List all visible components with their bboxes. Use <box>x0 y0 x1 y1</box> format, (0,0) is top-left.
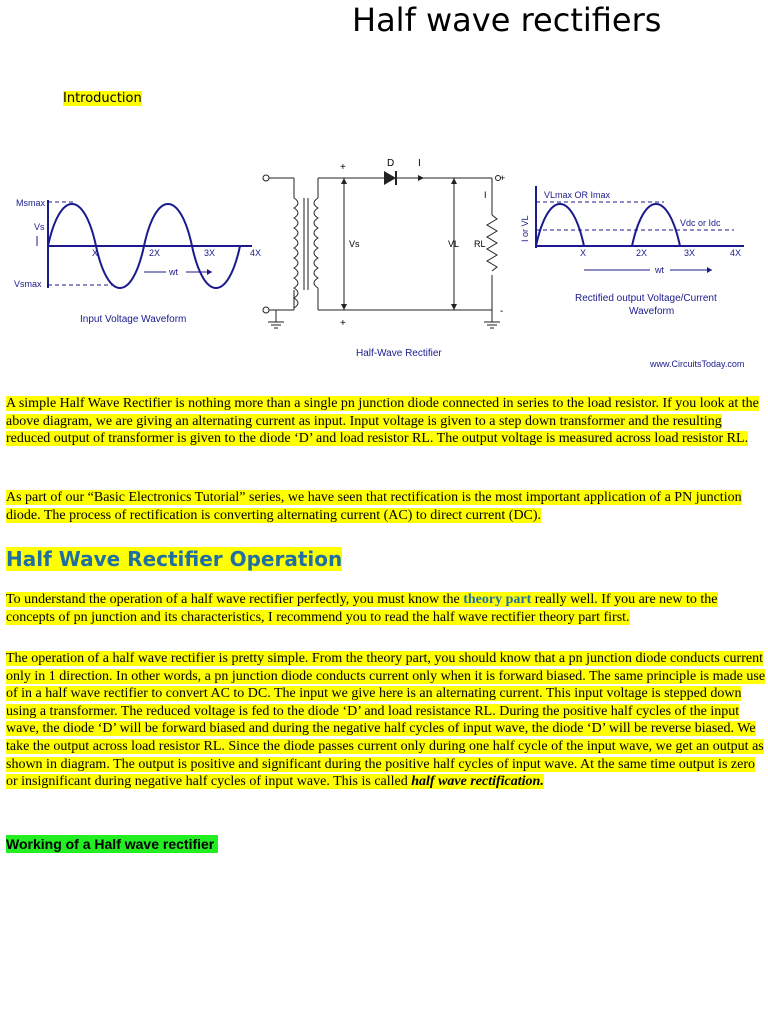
x3-tick: 3X <box>204 248 216 258</box>
x2-tick: 2X <box>149 248 161 258</box>
wt-label: wt <box>169 267 178 277</box>
vlmax-label: VLmax OR Imax <box>544 190 611 200</box>
input-caption: Input Voltage Waveform <box>80 314 187 325</box>
half-wave-rectifier-diagram <box>4 150 768 375</box>
out-wt-label: wt <box>655 265 664 275</box>
output-waveform <box>520 186 744 317</box>
paragraph-4-emphasis: half wave rectification. <box>411 774 544 790</box>
x4-tick: 4X <box>250 248 262 258</box>
intro-label-text: Introduction <box>63 91 142 106</box>
intro-label <box>63 90 142 107</box>
paragraph-1 <box>6 395 766 448</box>
paragraph-1-text: A simple Half Wave Rectifier is nothing more than a single pn junction diode connected in series to the load resistor. If you look at the above diagram, we are giving an alternating current as input. Input voltage is given to a step down transformer and the resulting reduced output of transformer is given to the diode ‘D’ and load resistor RL. The output voltage is measured across load resistor RL. <box>6 396 759 447</box>
out-minus: - <box>500 306 504 317</box>
diode-label: D <box>387 158 395 169</box>
paragraph-3-after: really well. If you are new to the concepts of pn junction and its characteristics, I recommend you to read the half wave rectifier theory part first. <box>6 592 718 625</box>
output-axis-label: I or VL <box>520 215 530 242</box>
paragraph-3-text <box>6 592 718 625</box>
vl-label: VL <box>448 239 460 249</box>
source-credit: www.CircuitsToday.com <box>650 359 745 369</box>
vs-circuit-label: Vs <box>349 239 360 249</box>
paragraph-4-before: The operation of a half wave rectifier is pretty simple. From the theory part, you should know that a pn junction diode conducts current only in 1 direction. In other words, a pn junction diode conducts current only when it is forward biased. The same principle is made use of in a half wave rectifier to convert AC to DC. The input we give here is an alternating current. This input voltage is stepped down using a transformer. The reduced voltage is fed to the diode ‘D’ and load resistance RL. During the positive half cycles of the input wave, the diode ‘D’ will be forward biased and during the negative half cycles of input wave, the diode ‘D’ will be reverse biased. We take the output across load resistor RL. Since the diode passes current only during one half cycle of the input wave, we get an output as shown in diagram. The output is positive and significant during the positive half cycles of input wave. At the same time output is zero or insignificant during negative half cycles of input wave. This is called <box>6 651 766 790</box>
i-right-label: I <box>484 190 487 200</box>
output-caption-line2: Waveform <box>629 306 675 317</box>
rl-label: RL <box>474 239 486 249</box>
vs-label: Vs <box>34 222 45 232</box>
out-x2-tick: 2X <box>636 248 648 258</box>
vsmax-label: Vsmax <box>14 279 42 289</box>
circuit-caption: Half-Wave Rectifier <box>356 348 442 359</box>
paragraph-2-text: As part of our “Basic Electronics Tutorial” series, we have seen that rectification is the most important application of a PN junction diode. The process of rectification is converting alternating current (AC) to direct current (DC). <box>6 490 742 523</box>
out-plus: + <box>500 173 506 183</box>
section-heading <box>6 546 342 572</box>
msmax-label: Msmax <box>16 198 45 208</box>
plus-bottom: + <box>340 318 346 329</box>
paragraph-4 <box>6 650 766 791</box>
x-tick: X <box>92 248 99 258</box>
out-x4-tick: 4X <box>730 248 742 258</box>
out-x-tick: X <box>580 248 587 258</box>
out-x3-tick: 3X <box>684 248 696 258</box>
current-label: I <box>418 158 421 169</box>
section-heading-text: Half Wave Rectifier Operation <box>6 547 343 571</box>
page-title: Half wave rectifiers <box>352 1 662 39</box>
input-waveform <box>14 198 261 325</box>
paragraph-3 <box>6 591 766 626</box>
output-caption-line1: Rectified output Voltage/Current <box>575 293 717 304</box>
vdc-label: Vdc or Idc <box>680 218 721 228</box>
paragraph-4-text <box>6 651 765 789</box>
working-subheading: Working of a Half wave rectifier <box>6 835 218 853</box>
rectifier-circuit <box>263 158 505 359</box>
paragraph-3-before: To understand the operation of a half wave rectifier perfectly, you must know the <box>6 592 464 607</box>
paragraph-2 <box>6 489 766 524</box>
theory-part-link[interactable]: theory part <box>463 592 532 607</box>
plus-top: + <box>340 162 346 173</box>
